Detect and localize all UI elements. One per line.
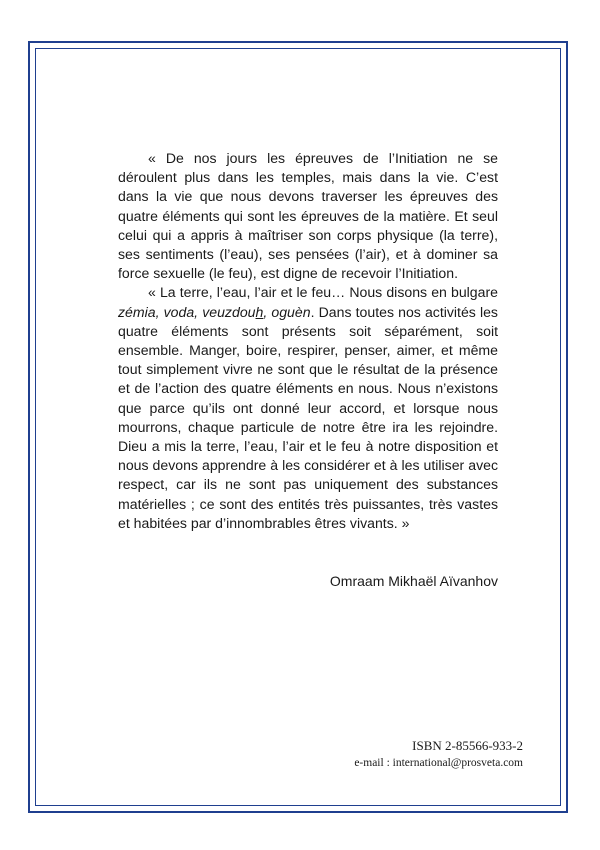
isbn: ISBN 2-85566-933-2 — [412, 738, 523, 753]
quote-paragraph-1: « De nos jours les épreuves de l’Initiation ne se déroulent plus dans les temples, mais dans la vie. C’est dans la vie que nous devons traverser les épreuves des quatre éléments qui sont les épreuves de la matière. Et seul celui qui a appris à maîtriser son corps physique (la terre), ses sentiments (l’eau), ses pensées (l’air), et à dominer sa force sexuelle (le feu), est digne de recevoir l’Initiation. — [118, 150, 498, 282]
bulgarian-words — [118, 304, 311, 320]
bulgarian-words-part-b: , oguèn — [263, 303, 311, 320]
quote-paragraph-2-rest: . Dans toutes nos activités les quatre éléments sont présents soit séparément, soit ensemble. Manger, boire, respirer, penser, aimer, et même tout simplement vivre ne sont que le résultat de la présence et de l’action des quatre éléments en nous. Nous n’existons que parce qu’ils ont donné leur accord, et lorsque nous mourrons, chaque particule de notre être ira les rejoindre. Dieu a mis la terre, l’eau, l’air et le feu à notre disposition et nous devons apprendre à les considérer et à les utiliser avec respect, car ils ne sont pas uniquement des substances matérielles ; ce sont des entités très puissantes, très vastes et habitées par d’innombrables êtres vivants. » — [118, 303, 498, 531]
quote-paragraph-2 — [118, 283, 498, 533]
author-name: Omraam Mikhaël Aïvanhov — [329, 573, 498, 589]
bulgarian-words-underlined: h — [255, 303, 264, 320]
email-contact: e-mail : international@prosveta.com — [354, 757, 523, 769]
quote-block — [118, 149, 498, 533]
quote-paragraph-2-intro: « La terre, l’eau, l’air et le feu… Nous disons en bulgare — [148, 284, 498, 301]
bulgarian-words-part-a: zémia, voda, veuzdou — [118, 303, 256, 320]
